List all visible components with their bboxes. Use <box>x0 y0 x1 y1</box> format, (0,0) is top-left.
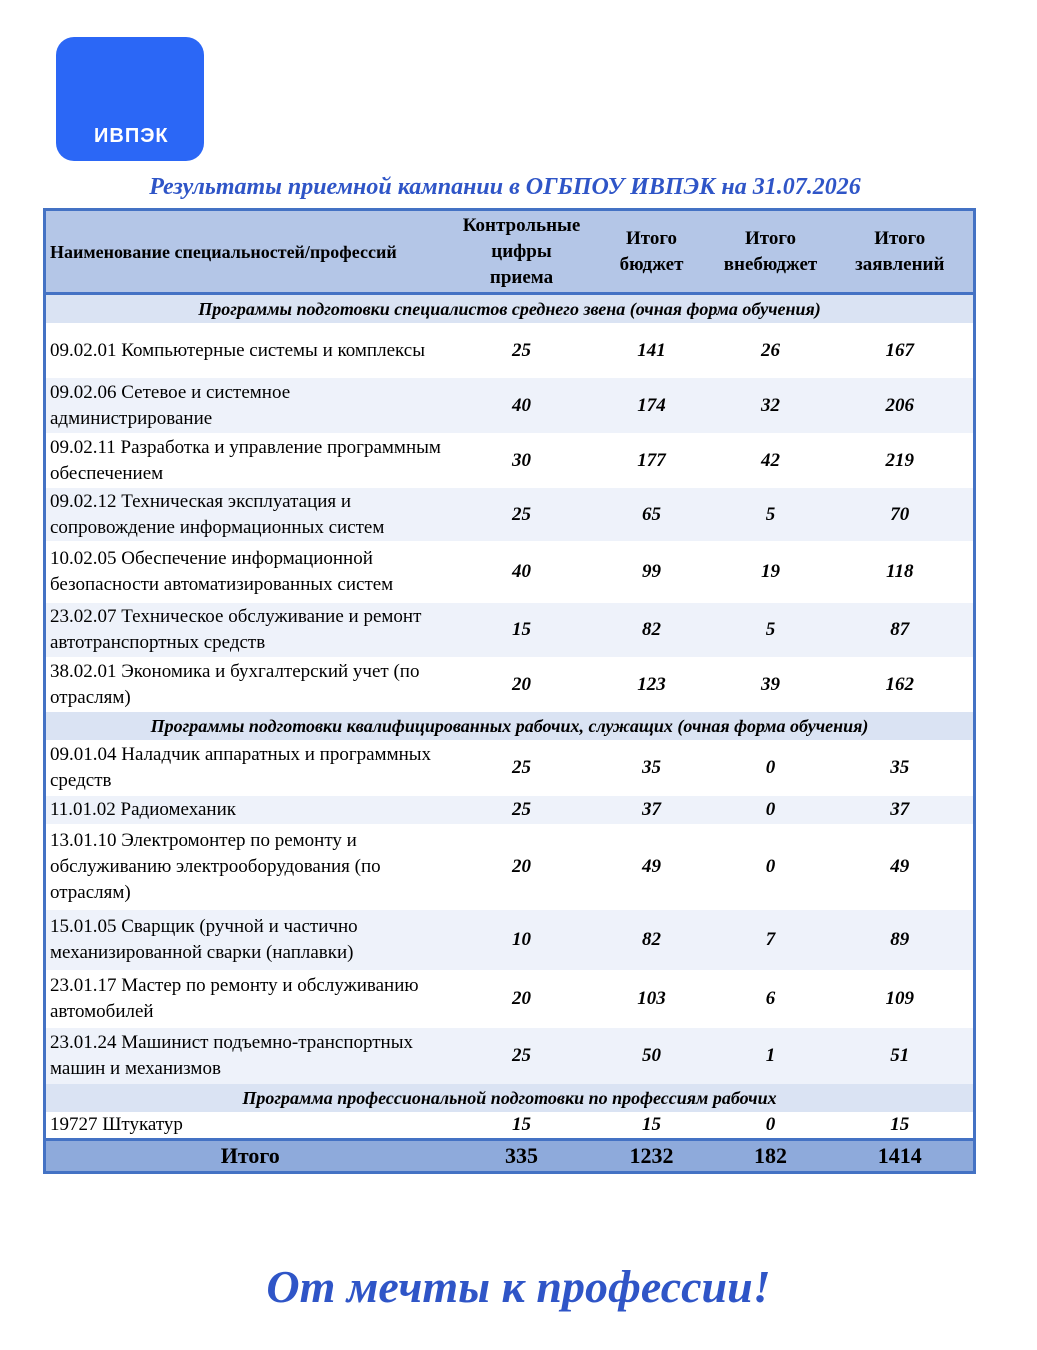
cell-control: 15 <box>512 1114 531 1135</box>
table-row <box>45 433 975 488</box>
cell-budget: 82 <box>589 910 715 970</box>
cell-name: 09.02.11 Разработка и управление программным обеспечением <box>50 436 441 484</box>
page-title: Результаты приемной кампании в ОГБПОУ ИВПЭК на 31.07.2026 <box>149 174 861 200</box>
cell-budget: 65 <box>589 488 715 541</box>
cell-total: 35 <box>890 757 910 778</box>
table-row <box>45 323 975 378</box>
cell-name: 13.01.10 Электромонтер по ремонту и обслуживанию электрооборудования (по отраслям) <box>50 830 381 903</box>
cell-budget: 49 <box>642 856 661 877</box>
cell-control: 10 <box>455 910 589 970</box>
cell-name: 19727 Штукатур <box>50 1114 183 1135</box>
totals-control: 335 <box>455 1140 589 1173</box>
cell-nonbudget: 7 <box>715 910 827 970</box>
cell-control: 40 <box>455 378 589 433</box>
section-header <box>45 1084 975 1112</box>
cell-total: 15 <box>890 1114 910 1135</box>
cell-nonbudget: 5 <box>715 603 827 657</box>
cell-total: 49 <box>890 856 910 877</box>
totals-row <box>45 1140 975 1173</box>
cell-total: 219 <box>885 449 914 471</box>
cell-name: 23.01.17 Мастер по ремонту и обслуживанию автомобилей <box>50 975 419 1022</box>
cell-nonbudget: 19 <box>761 561 780 582</box>
cell-control: 20 <box>512 856 531 877</box>
section-header <box>45 294 975 324</box>
cell-nonbudget: 0 <box>765 856 776 877</box>
table-row <box>45 1112 975 1140</box>
cell-control: 30 <box>512 449 531 471</box>
table-row <box>45 740 975 796</box>
cell-control: 25 <box>455 796 589 824</box>
cell-budget: 82 <box>589 603 715 657</box>
section-title: Программы подготовки специалистов среднего звена (очная форма обучения) <box>45 294 975 324</box>
cell-nonbudget: 42 <box>761 449 780 471</box>
cell-total: 109 <box>885 988 914 1009</box>
cell-control: 25 <box>512 339 531 361</box>
header-row <box>45 210 975 294</box>
table-row <box>45 488 975 541</box>
header-nonbudget: Итого внебюджет <box>715 210 827 294</box>
cell-nonbudget: 0 <box>765 1114 776 1135</box>
cell-control: 25 <box>455 488 589 541</box>
cell-control: 15 <box>455 603 589 657</box>
section-title: Программа профессиональной подготовки по профессиям рабочих <box>45 1084 975 1112</box>
logo <box>56 37 204 161</box>
cell-budget: 37 <box>589 796 715 824</box>
header-budget: Итого бюджет <box>589 210 715 294</box>
results-table <box>43 208 976 1174</box>
cell-name: 09.02.12 Техническая эксплуатация и сопровождение информационных систем <box>45 488 455 541</box>
cell-name: 15.01.05 Сварщик (ручной и частично механизированной сварки (наплавки) <box>45 910 455 970</box>
cell-total: 37 <box>827 796 975 824</box>
cell-total: 89 <box>827 910 975 970</box>
cell-nonbudget: 0 <box>715 796 827 824</box>
table-row <box>45 378 975 433</box>
cell-budget: 50 <box>589 1028 715 1084</box>
cell-total: 162 <box>885 673 914 695</box>
totals-label: Итого <box>45 1140 455 1173</box>
cell-budget: 174 <box>589 378 715 433</box>
cell-nonbudget: 32 <box>715 378 827 433</box>
header-name: Наименование специальностей/профессий <box>45 210 455 294</box>
cell-budget: 99 <box>642 561 661 582</box>
logo-text: ИВПЭК <box>94 125 169 147</box>
table-row <box>45 824 975 910</box>
table-body <box>45 294 975 1140</box>
totals-nonbudget: 182 <box>715 1140 827 1173</box>
cell-nonbudget: 26 <box>761 339 780 361</box>
cell-control: 20 <box>512 988 531 1009</box>
cell-budget: 35 <box>642 757 661 778</box>
cell-name: 23.02.07 Техническое обслуживание и ремонт автотранспортных средств <box>45 603 455 657</box>
cell-control: 25 <box>512 757 531 778</box>
table-row <box>45 603 975 657</box>
cell-control: 40 <box>512 561 531 582</box>
cell-total: 167 <box>885 339 914 361</box>
section-header <box>45 712 975 740</box>
cell-budget: 141 <box>637 339 666 361</box>
cell-total: 87 <box>827 603 975 657</box>
cell-budget: 123 <box>637 673 666 695</box>
table-row <box>45 1028 975 1084</box>
cell-name: 09.02.06 Сетевое и системное администрирование <box>45 378 455 433</box>
header-control: Контрольные цифры приема <box>455 210 589 294</box>
cell-nonbudget: 6 <box>765 988 776 1009</box>
cell-total: 206 <box>827 378 975 433</box>
table-row <box>45 910 975 970</box>
table-row <box>45 657 975 712</box>
cell-name: 11.01.02 Радиомеханик <box>45 796 455 824</box>
cell-name: 09.01.04 Наладчик аппаратных и программных средств <box>50 744 432 791</box>
table-row <box>45 970 975 1028</box>
cell-budget: 103 <box>637 988 666 1009</box>
slogan: От мечты к профессии! <box>266 1261 771 1312</box>
cell-name: 09.02.01 Компьютерные системы и комплексы <box>50 339 425 361</box>
cell-total: 70 <box>827 488 975 541</box>
cell-total: 118 <box>886 561 914 582</box>
section-title: Программы подготовки квалифицированных рабочих, служащих (очная форма обучения) <box>45 712 975 740</box>
table-row <box>45 796 975 824</box>
totals-budget: 1232 <box>589 1140 715 1173</box>
cell-control: 20 <box>512 673 531 695</box>
cell-budget: 177 <box>637 449 666 471</box>
cell-name: 10.02.05 Обеспечение информационной безопасности автоматизированных систем <box>50 548 394 595</box>
cell-name: 38.02.01 Экономика и бухгалтерский учет (по отраслям) <box>50 660 420 708</box>
cell-nonbudget: 39 <box>761 673 780 695</box>
cell-nonbudget: 1 <box>715 1028 827 1084</box>
header-total: Итого заявлений <box>827 210 975 294</box>
cell-budget: 15 <box>642 1114 661 1135</box>
totals-total: 1414 <box>827 1140 975 1173</box>
cell-nonbudget: 0 <box>765 757 776 778</box>
cell-name: 23.01.24 Машинист подъемно-транспортных машин и механизмов <box>45 1028 455 1084</box>
cell-control: 25 <box>455 1028 589 1084</box>
table-row <box>45 541 975 603</box>
cell-total: 51 <box>827 1028 975 1084</box>
cell-nonbudget: 5 <box>715 488 827 541</box>
